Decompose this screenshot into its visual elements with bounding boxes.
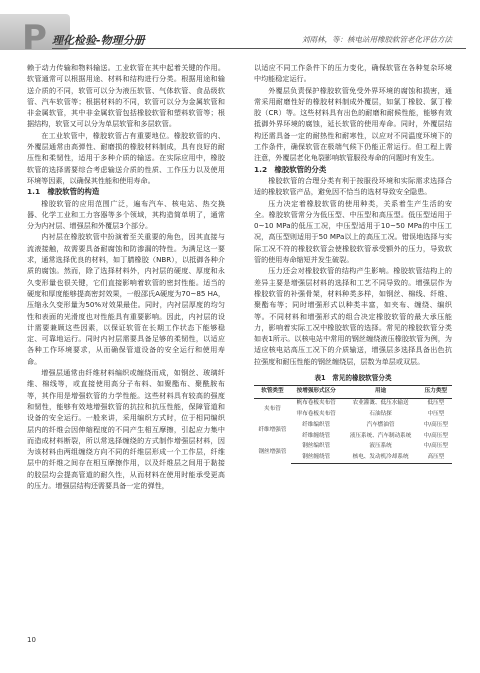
table-row: [254, 398, 452, 409]
table-cell: 纤维缠绕管: [302, 432, 331, 439]
table-cell: 高压型: [420, 453, 452, 464]
table-cell: 纤维编织管: [302, 421, 331, 428]
table-row: [254, 420, 452, 431]
table-cell: 审布卷板夹布管: [296, 410, 336, 417]
table-cell: 钢丝增强管: [258, 448, 287, 455]
journal-title: 理化检验-物理分册: [52, 34, 145, 47]
table-cell: 钢丝编织管: [302, 443, 331, 450]
table-cell: 帆布卷板夹布管: [296, 400, 336, 407]
paragraph: 橡胶软管的合理分类有利于按服役环境和实际需求选择合适的橡胶软管产品，避免因不恰当的选材导致安全隐患。: [254, 175, 452, 197]
table-cell: 中压型: [427, 410, 445, 417]
table-cell: 夹布管: [264, 405, 281, 412]
page-number: 10: [27, 636, 36, 644]
table-caption: 表1 常见的橡胶软管分类: [314, 374, 392, 383]
table-cell: 钢丝缠绕管: [291, 453, 342, 464]
table-header-cell: 压力类型: [420, 386, 452, 399]
paragraph: 增强层通常由纤维材料编织或缠绕而成，如钢丝、玻璃纤维、棉线等，或直接使用高分子布料、如聚酯布、聚酰胺布等，其作用是增强软管的力学性能。这些材料具有较高的强度和韧性，能够有效地增强软管的抗拉和抗压性能，保障管道和设备的安全运行。一般来讲，采用编织方式时，位于相同编织层内的纤维会因伸缩程度的不同产生相互摩擦，引起应力集中而造成材料断裂，所以常选择缠绕的方式制作增强层材料，因为该材料由两组缠绕方向不同的纤维层形成一个工作层，纤维层中的纤维之间存在相互摩擦作用，以及纤维层之间用于黏接的胶层均会提高管道的耐久性，从而材料在使用时能承受更高的压力。增强层结构还需要具备一定的弹性，: [27, 368, 225, 490]
header-rule: [52, 48, 466, 49]
table-cell: 中/高压型: [423, 421, 448, 428]
table-header-row: [254, 386, 452, 399]
paragraph: 赖于动力传输和物料输送。工业软管在其中起着关键的作用。软管通常可以根据用途、材料和结构进行分类。根据用途和输送介质的不同，软管可以分为液压软管、气体软管、食品级软管、汽车软管等；根据材料的不同，软管可以分为金属软管和非金属软管，其中非金属软管包括橡胶软管和塑料软管等；根据结构，软管又可以分为单层软管和多层软管。: [27, 63, 225, 129]
table-cell: 液压系统、汽车制动系统: [349, 432, 412, 439]
table-cell: 核电、发动机冷却系统: [342, 453, 420, 464]
table-cell: 汽车燃油管: [366, 421, 395, 428]
paragraph: 内衬层在橡胶软管中扮演着至关重要的角色，因其直接与流液接触，故需要具备耐腐蚀和防渗漏的特性。为满足这一要求，通常选择优良的材料，如丁腈橡胶（NBR），以抵御各种介质的腐蚀。然而，除了选择材料外，内衬层的硬度、厚度和永久变形量也很关键，它们直接影响着软管的密封性能。适当的硬度和厚度能够提高密封效果，一般邵氏A硬度为70~85 HA，压缩永久变形量为50%对效果最佳。同时，内衬层厚度的均匀性和表面的光滑度也对性能具有重要影响。因此，内衬层的设计需要兼顾这些因素，以保证软管在长期工作状态下能够稳定、可靠地运行。同时内衬层需要具备足够的柔韧性，以适应各种工作环境要求，从而确保管道设备的安全运行和使用寿命。: [27, 232, 225, 366]
paragraph: 橡胶软管的应用范围广泛，遍布汽车、核电站、热交换器、化学工业和工力容器等多个领域，其构造简单明了，通常分为内衬层、增强层和外覆层3个部分。: [27, 198, 225, 231]
paragraph: 以适应不同工作条件下的压力变化，确保软管在各种复杂环境中均能稳定运行。: [254, 63, 452, 84]
section-heading: 1.2 橡胶软管的分类: [254, 164, 327, 174]
paragraph: 外覆层负责保护橡胶软管免受外界环境的腐蚀和损害，通常采用耐磨性好的橡胶材料制成外覆层，如氯丁橡胶、氯丁橡胶（CR）等。这些材料具有出色的耐磨和耐候性能，能够有效抵御外界环境的腐蚀，延长软管的使用寿命。同时，外覆层结构还需具备一定的耐热性和耐寒性，以应对不同温度环境下的工作条件，确保软管在极端气候下仍能正常运行。但工程上需注意，外覆层老化龟裂影响软管服役寿命的问题时有发生。: [254, 85, 452, 163]
paragraph: 压力决定着橡胶软管的使用种类，关系着生产生活的安全。橡胶软管常分为低压型、中压型和高压型。低压型适用于0~10 MPa的低压工况，中压型适用于10~50 MPa的中压工况，高压型则适用于50 MPa以上的高压工况。错误地选择与实际工况不符的橡胶软管会使橡胶软管承受额外的压力，导致软管的使用寿命缩短并发生破裂。: [254, 198, 452, 265]
section-heading: 1.1 橡胶软管的构造: [27, 187, 100, 197]
logo-letter: P: [22, 18, 47, 58]
table-header-cell: 软管类型: [254, 386, 291, 399]
paragraph: 在工业软管中，橡胶软管占有重要地位。橡胶软管的内、外覆层通常由高弹性、耐磨损的橡胶材料制成，具有良好的耐压性和柔韧性，适用于多种介质的输送。在实际应用中，橡胶软管的选择需要综合考虑输送介质的性质、工作压力以及使用环境等因素，以确保其性能和使用寿命。: [27, 130, 225, 185]
table-cell: 纤维增强管: [258, 427, 287, 434]
table-header-cell: 按增强形式区分: [291, 386, 342, 399]
left-column: [27, 62, 225, 491]
table-cell: 液压系统: [369, 443, 392, 450]
table-cell: 中/高压型: [423, 432, 448, 439]
hose-classification-table: [254, 385, 452, 464]
table-cell: 农业灌溉、低压水输送: [352, 400, 409, 407]
table-cell: 中/高压型: [423, 443, 448, 450]
page-header: [0, 0, 480, 56]
table-1: [254, 373, 452, 464]
paragraph: 压力还会对橡胶软管的结构产生影响。橡胶软管结构上的差异主要是增强层材料的选择和工艺不同导致的。增强层作为橡胶软管的补强骨架，材料种类多样，如钢丝、棉线、纤维、聚酯布等；同时增强形式以种类丰富，如夹布、缠绕、编织等。不同材料和增强形式的组合决定橡胶软管的最大承压能力，影响着实际工况中橡胶软管的选择。常见的橡胶软管分类如表1所示。以核电站中常用的钢丝缠绕液压橡胶软管为例，为适应核电站高压工况下的介质输送，增强层多选择具备出色抗拉强度和耐压性能的钢丝缠绕层，层数为单层或双层。: [254, 266, 452, 366]
running-head: 刘雨林，等：核电站用橡胶软管老化评估方法: [302, 35, 452, 44]
table-header-cell: 用途: [342, 386, 420, 399]
right-column: [254, 62, 452, 464]
table-row: [254, 442, 452, 453]
table-cell: 石油钻探: [369, 410, 392, 417]
table-cell: 低压型: [427, 400, 445, 407]
